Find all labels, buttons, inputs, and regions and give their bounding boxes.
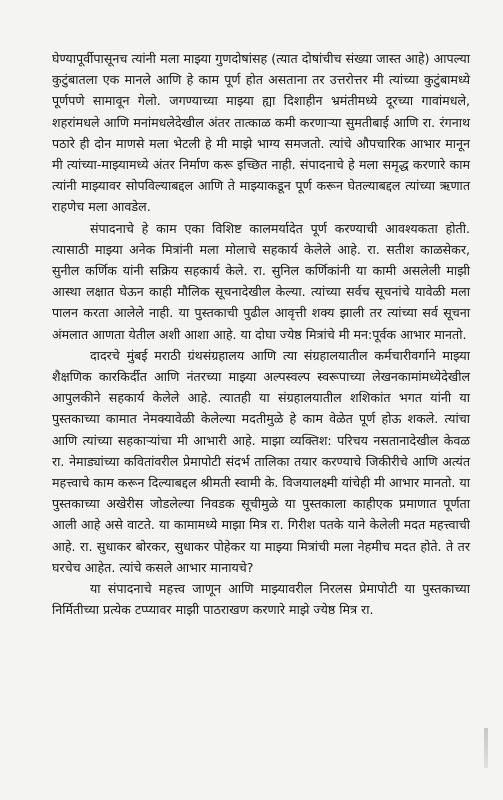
body-text: [52, 48, 470, 620]
scan-edge-mark: [484, 728, 488, 768]
paragraph-2: संपादनाचे हे काम एका विशिष्ट कालमर्यादेत पूर्ण करण्याची आवश्यकता होती. त्यासाठी माझ्या अनेक मित्रांनी मला मोलाचे सहकार्य केलेले आहे. रा. सतीश काळसेकर, सुनील कर्णिक यांनी सक्रिय सहकार्य केले. रा. सुनिल कर्णिकांनी या कामी असलेली माझी आस्था लक्षात घेऊन काही मौलिक सूचनादेखील केल्या. त्यांच्या सर्वच सूचनांचे यावेळी मला पालन करता आलेले नाही. या पुस्तकाची पुढील आवृत्ती शक्य झाली तर त्यांच्या सर्व सूचना अंमलात आणता येतील अशी आशा आहे. या दोघा ज्येष्ठ मित्रांचे मी मन:पूर्वक आभार मानतो.: [52, 220, 470, 342]
paragraph-1: घेण्यापूर्वीपासूनच त्यांनी मला माझ्या गुणदोषांसह (त्यात दोषांचीच संख्या जास्त आहे) आपल्या कुटुंबातला एक मानले आणि हे काम पूर्ण होत असताना तर उत्तरोत्तर मी त्यांच्या कुटुंबामध्ये पूर्णपणे सामावून गेलो. जगण्याच्या माझ्या ह्या दिशाहीन भ्रमंतीमध्ये दूरच्या गावांमधले, शहरांमधले आणि मनांमधलेदेखील अंतर तात्काळ कमी करणाऱ्या सुमतीबाई आणि रा. रंगनाथ पठारे ही दोन माणसे मला भेटली हे मी माझे भाग्य समजतो. त्यांचे औपचारिक आभार मानून मी त्यांच्या-माझ्यामध्ये अंतर निर्माण करू इच्छित नाही. संपादनाचे हे मला समृद्ध करणारे काम त्यांनी माझ्यावर सोपविल्याबद्दल आणि ते माझ्याकडून पूर्ण करून घेतल्याबद्दल त्यांच्या ऋणात राहणेच मला आवडेल.: [52, 51, 470, 215]
paragraph-4: या संपादनाचे महत्त्व जाणून आणि माझ्यावरील निरलस प्रेमापोटी या पुस्तकाच्या निर्मितीच्या प्रत्येक टप्प्यावर माझी पाठराखण करणारे माझे ज्येष्ठ मित्र रा.: [52, 581, 470, 618]
paragraph-3: दादरचे मुंबई मराठी ग्रंथसंग्रहालय आणि त्या संग्रहालयातील कर्मचारीवर्गाने माझ्या शैक्षणिक कारकिर्दीत आणि नंतरच्या माझ्या अल्पस्वल्प स्वरूपाच्या लेखनकामांमध्येदेखील आपुलकीने सहकार्य केलेले आहे. त्यातही या संग्रहालयातील शशिकांत भगत यांनी या पुस्तकाच्या कामात नेमक्यावेळी केलेल्या मदतीमुळे हे काम वेळेत पूर्ण होऊ शकले. त्यांचा आणि त्यांच्या सहकाऱ्यांचा मी आभारी आहे. माझा व्यक्तिश: परिचय नसतानादेखील केवळ रा. नेमाड्यांच्या कवितांवरील प्रेमापोटी संदर्भ तालिका तयार करण्याचे जिकीरीचे आणि अत्यंत महत्त्वाचे काम करून दिल्याबद्दल श्रीमती स्वामी के. विजयालक्ष्मी यांचेही मी आभार मानतो. या पुस्तकाच्या अखेरीस जोडलेल्या निवडक सूचीमुळे या पुस्तकाला काहीएक प्रमाणात पूर्णता आली आहे असे वाटते. या कामामध्ये माझा मित्र रा. गिरीश पतके याने केलेली मदत महत्त्वाची आहे. रा. सुधाकर बोरकर, सुधाकर पोहेकर या माझ्या मित्रांची मला नेहमीच मदत होते. ते तर घरचेच आहेत. त्यांचे कसले आभार मानायचे?: [52, 347, 470, 575]
